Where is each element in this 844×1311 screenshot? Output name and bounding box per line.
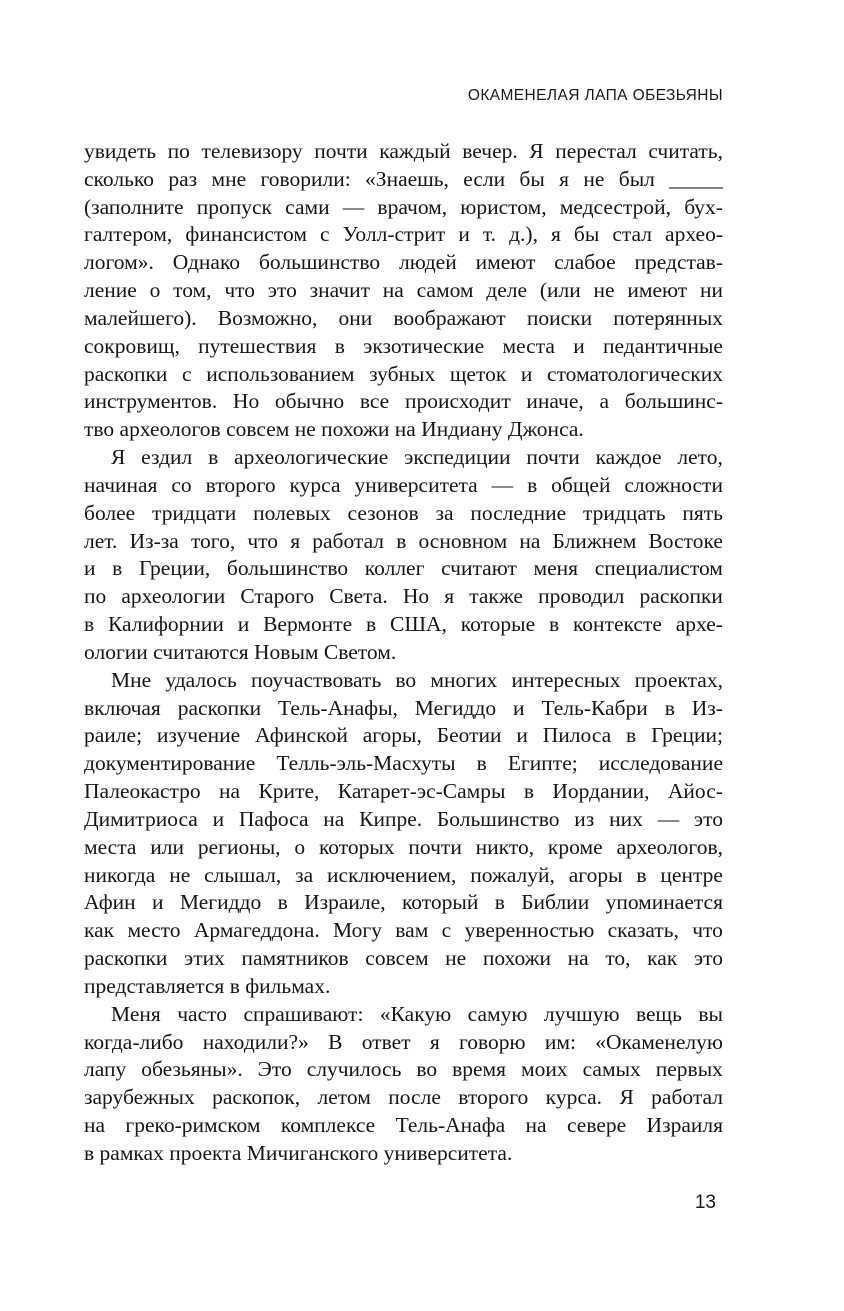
text-line: когда-либо находили?» В ответ я говорю им: «Окаменелую: [84, 1029, 723, 1054]
text-line: малейшего). Возможно, они воображают поиски потерянных: [84, 305, 723, 330]
text-line: в рамках проекта Мичиганского университета.: [84, 1140, 513, 1165]
text-line: ление о том, что это значит на самом деле (или не имеют ни: [84, 278, 723, 303]
text-line: в Калифорнии и Вермонте в США, которые в контексте архе-: [84, 612, 723, 637]
text-line: сколько раз мне говорили: «Знаешь, если бы я не был _____: [84, 166, 723, 191]
text-line: как место Армагеддона. Могу вам с уверенностью сказать, что: [84, 918, 723, 943]
text-line: лапу обезьяны». Это случилось во время моих самых первых: [84, 1057, 723, 1082]
text-line: по археологии Старого Света. Но я также проводил раскопки: [84, 584, 723, 609]
text-line: (заполните пропуск сами — врачом, юристом, медсестрой, бух-: [84, 194, 723, 219]
text-line: сокровищ, путешествия в экзотические места и педантичные: [84, 333, 723, 358]
text-line: представляется в фильмах.: [84, 973, 331, 998]
text-line: увидеть по телевизору почти каждый вечер. Я перестал считать,: [84, 139, 723, 163]
text-line: никогда не слышал, за исключением, пожалуй, агоры в центре: [84, 862, 723, 887]
text-line: документирование Телль-эль-Масхуты в Египте; исследование: [84, 751, 723, 776]
text-line: Меня часто спрашивают: «Какую самую лучшую вещь вы: [111, 1001, 723, 1026]
running-title: ОКАМЕНЕЛАЯ ЛАПА ОБЕЗЬЯНЫ: [467, 87, 723, 104]
text-line: лет. Из-за того, что я работал в основном на Ближнем Востоке: [84, 528, 723, 553]
text-line: инструментов. Но обычно все происходит иначе, а большинс-: [84, 389, 723, 414]
text-line: на греко-римском комплексе Тель-Анафа на севере Израиля: [84, 1112, 723, 1137]
text-line: включая раскопки Тель-Анафы, Мегиддо и Тель-Кабри в Из-: [84, 695, 723, 720]
text-line: галтером, финансистом с Уолл-стрит и т. д.), я бы стал архео-: [84, 222, 723, 247]
text-line: Палеокастро на Крите, Катарет-эс-Самры в Иордании, Айос-: [84, 779, 723, 804]
text-line: Афин и Мегиддо в Израиле, который в Библии упоминается: [84, 890, 723, 915]
page-body: [84, 138, 723, 1168]
text-line: тво археологов совсем не похожи на Индиану Джонса.: [84, 417, 584, 442]
text-line: и в Греции, большинство коллег считают меня специалистом: [84, 556, 723, 581]
text-line: Димитриоса и Пафоса на Кипре. Большинство из них — это: [84, 806, 723, 831]
text-line: Я ездил в археологические экспедиции почти каждое лето,: [111, 445, 723, 470]
text-line: зарубежных раскопок, летом после второго курса. Я работал: [84, 1085, 723, 1110]
page-number: 13: [694, 1192, 716, 1213]
text-line: раскопки этих памятников совсем не похожи на то, как это: [84, 946, 723, 971]
text-line: Мне удалось поучаствовать во многих интересных проектах,: [111, 667, 723, 692]
text-line: более тридцати полевых сезонов за последние тридцать пять: [84, 500, 723, 525]
text-line: ологии считаются Новым Светом.: [84, 639, 397, 664]
text-line: начиная со второго курса университета — в общей сложности: [84, 472, 723, 497]
text-line: места или регионы, о которых почти никто, кроме археологов,: [84, 834, 723, 859]
text-line: раиле; изучение Афинской агоры, Беотии и Пилоса в Греции;: [84, 723, 723, 748]
text-line: раскопки с использованием зубных щеток и стоматологических: [84, 361, 723, 386]
text-line: логом». Однако большинство людей имеют слабое представ-: [84, 250, 723, 275]
